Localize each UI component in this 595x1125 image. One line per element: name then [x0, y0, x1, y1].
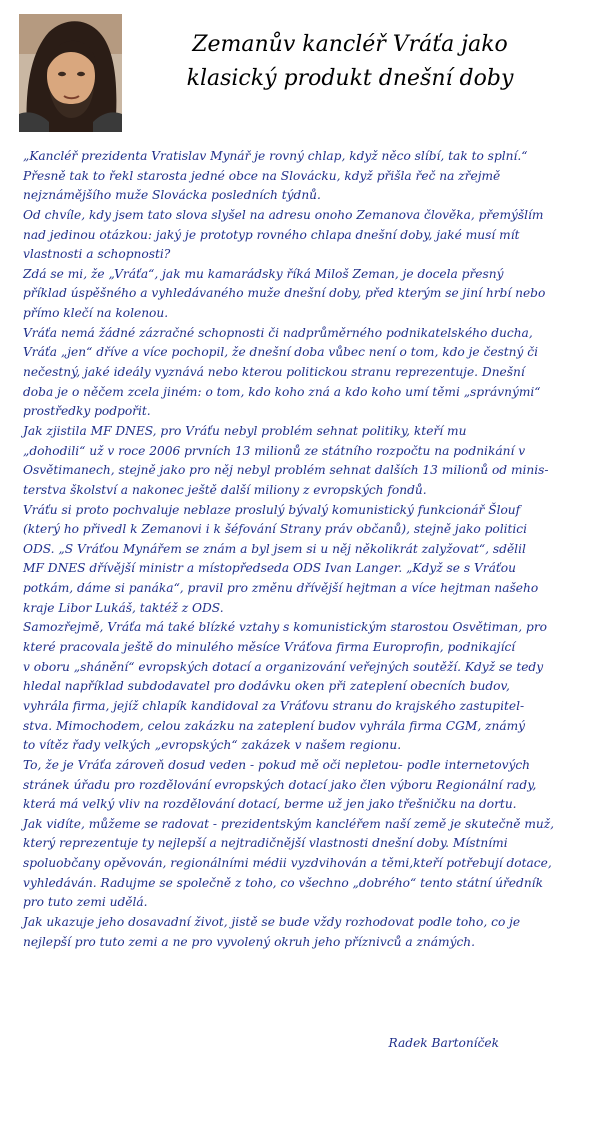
article-line: To, že je Vráťa zároveň dosud veden - pokud mě oči nepletou- podle internetových	[23, 757, 531, 772]
article-line: spoluobčany opěvován, regionálními médii vyzdvihován a těmi,kteří potřebují dotace,	[23, 856, 552, 871]
article-line: ODS. „S Vráťou Mynářem se znám a byl jsem si u něj několikrát zalyžovat“, sdělil	[23, 541, 526, 556]
article-line: Osvětimanech, stejně jako pro něj nebyl problém sehnat dalších 13 milionů od minis-	[23, 463, 549, 478]
article-line: potkám, dáme si panáka“, pravil pro změnu dřívější hejtman a více hejtman našeho	[23, 581, 539, 596]
article-line: který reprezentuje ty nejlepší a nejtradičnější vlastnosti dnešní doby. Místními	[23, 836, 508, 851]
article-title	[150, 28, 550, 96]
article-line: terstva školství a nakonec ještě další miliony z evropských fondů.	[23, 482, 427, 497]
article-line: nejznámějšího muže Slovácka posledních týdnů.	[23, 188, 321, 203]
article-line: vlastnosti a schopnosti?	[23, 247, 171, 262]
author-signature: Radek Bartoníček	[388, 1036, 499, 1050]
article-body	[23, 147, 568, 952]
title-line: Zemanův kancléř Vráťa jako	[192, 32, 508, 57]
article-line: Jak ukazuje jeho dosavadní život, jistě se bude vždy rozhodovat podle toho, co je	[23, 914, 521, 929]
article-line: Od chvíle, kdy jsem tato slova slyšel na adresu onoho Zemanova člověka, přemýšlím	[23, 207, 544, 222]
article-line: vyhrála firma, jejíž chlapík kandidoval za Vráťovu stranu do krajského zastupitel-	[23, 698, 525, 713]
article-line: vyhledáván. Radujme se společně z toho, co všechno „dobrého“ tento státní úředník	[23, 875, 543, 890]
author-photo	[19, 14, 122, 132]
article-line: Přesně tak to řekl starosta jedné obce na Slovácku, když přišla řeč na zřejmě	[23, 168, 501, 183]
article-line: Zdá se mi, že „Vráťa“, jak mu kamarádsky říká Miloš Zeman, je docela přesný	[23, 266, 504, 281]
article-line: Vráťu si proto pochvaluje neblaze proslulý bývalý komunistický funkcionář Šlouf	[23, 502, 521, 517]
article-line: hledal například subdodavatel pro dodávku oken při zateplení obecních budov,	[23, 679, 510, 694]
article-line: v oboru „shánění“ evropských dotací a organizování veřejných soutěží. Když se tedy	[23, 659, 544, 674]
article-line: nečestný, jaké ideály vyznává nebo kterou politickou stranu reprezentuje. Dnešní	[23, 365, 525, 380]
article-line: nad jedinou otázkou: jaký je prototyp rovného chlapa dnešní doby, jaké musí mít	[23, 227, 520, 242]
article-line: „dohodili“ už v roce 2006 prvních 13 milionů ze státního rozpočtu na podnikání v	[23, 443, 526, 458]
article-line: to vítěz řady velkých „evropských“ zakázek v našem regionu.	[23, 738, 402, 753]
article-line: pro tuto zemi udělá.	[23, 895, 148, 910]
article-line: kraje Libor Lukáš, taktéž z ODS.	[23, 600, 224, 615]
article-line: stránek úřadu pro rozdělování evropských dotací jako člen výboru Regionální rady,	[23, 777, 537, 792]
article-line: „Kancléř prezidenta Vratislav Mynář je rovný chlap, když něco slíbí, tak to splní.“	[23, 149, 528, 163]
article-line: přímo klečí na kolenou.	[23, 306, 169, 321]
article-line: která má velký vliv na rozdělování dotací, berme už jen jako třešničku na dortu.	[23, 797, 517, 812]
article-line: Vráťa „jen“ dříve a více pochopil, že dnešní doba vůbec není o tom, kdo je čestný či	[23, 345, 539, 360]
article-line: Vráťa nemá žádné zázračné schopnosti či nadprůměrného podnikatelského ducha,	[23, 325, 533, 340]
article-line: MF DNES dřívější ministr a místopředseda ODS Ivan Langer. „Když se s Vráťou	[23, 561, 516, 576]
title-line: klasický produkt dnešní doby	[186, 66, 514, 91]
article-line: které pracovala ještě do minulého měsíce Vráťova firma Europrofin, podnikající	[23, 640, 516, 655]
article-line: příklad úspěšného a vyhledávaného muže dnešní doby, před kterým se jiní hrbí nebo	[23, 286, 546, 301]
article-line: (který ho přivedl k Zemanovi i k šéfování Strany práv občanů), stejně jako politici	[23, 522, 528, 537]
article-line: doba je o něčem zcela jiném: o tom, kdo koho zná a kdo koho umí těmi „správnými“	[23, 384, 541, 399]
article-line: nejlepší pro tuto zemi a ne pro vyvolený okruh jeho příznivců a známých.	[23, 934, 476, 949]
article-line: Jak zjistila MF DNES, pro Vráťu nebyl problém sehnat politiky, kteří mu	[23, 423, 467, 438]
article-line: stva. Mimochodem, celou zakázku na zateplení budov vyhrála firma CGM, známý	[23, 718, 526, 733]
article-line: prostředky podpořit.	[23, 404, 151, 419]
article-line: Samozřejmě, Vráťa má také blízké vztahy s komunistickým starostou Osvětiman, pro	[23, 620, 547, 635]
article-line: Jak vidíte, můžeme se radovat - prezidentským kancléřem naší země je skutečně muž,	[23, 816, 555, 831]
